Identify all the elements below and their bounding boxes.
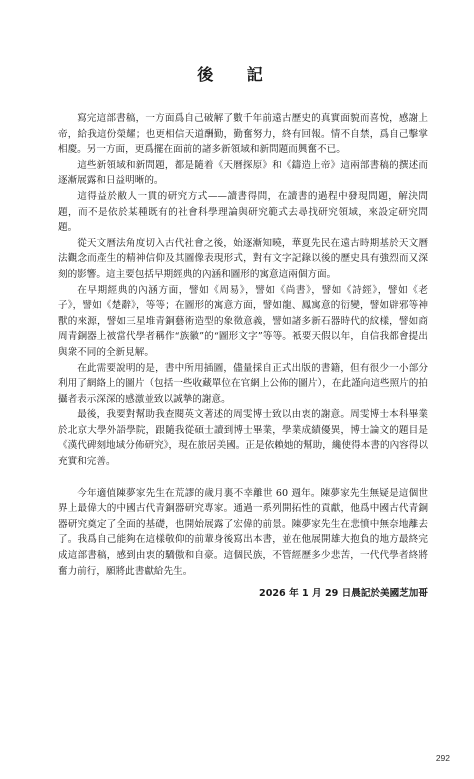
signature-date: 2026 年 1 月 29 日晨記於美國芝加哥 [259, 588, 428, 599]
paragraph: 寫完這部書稿，一方面爲自己破解了數千年前遠古歷史的真實面貌而喜悅，感謝上帝，給我這份榮耀；也更相信天道酬勤，勤奮努力，終有回報。情不自禁，爲自己擊掌相慶。另一方面，更爲擺在面前的諸多新領域和新問題而興奮不已。 [58, 113, 428, 156]
paragraph: 最後，我要對幫助我查閱英文著述的周雯博士致以由衷的謝意。周雯博士本科畢業於北京大學外語學院，跟隨我從碩士讀到博士畢業，學業成績優異，博士論文的題目是《漢代碑刻地域分佈研究》，現在旅居美國。正是依賴她的幫助，纔使得本書的內容得以充實和完善。 [58, 409, 428, 468]
paragraph: 從天文曆法角度切入古代社會之後，始逐漸知曉，華夏先民在遠古時期基於天文曆法觀念而產生的精神信仰及其圖像表現形式，對有文字記錄以後的歷史具有強烈而又深刻的影響。這主要包括早期經典的內涵和圖形的寓意這兩個方面。 [58, 237, 428, 280]
paragraph: 在早期經典的內涵方面，譬如《周易》，譬如《尚書》，譬如《詩經》，譬如《老子》，譬如《楚辭》，等等；在圖形的寓意方面，譬如龍、鳳寓意的衍變，譬如辟邪等神獸的來源，譬如三星堆青銅藝術造型的象徵意義，譬如諸多新石器時代的紋樣，譬如商周青銅器上被當代學者稱作“族徽”的“圖形文字”等等。衹要天假以年，自信我都會提出與衆不同的全新見解。 [58, 284, 428, 358]
paragraph: 這些新領域和新問題，都是隨着《天曆探原》和《鑄造上帝》這兩部書稿的撰述而逐漸展露和日益明晰的。 [58, 159, 428, 187]
paragraph: 今年適值陳夢家先生在荒謬的歲月裏不幸離世 60 週年。陳夢家先生無疑是這個世界上最偉大的中國古代青銅器研究專家。通過一系列開拓性的貢獻，他爲中國古代青銅器研究奠定了全面的基礎，也開始展露了宏偉的前景。陳夢家先生在悲憤中無奈地離去了。我爲自己能夠在這樣敬仰的前輩身後寫出本書，並在他展開雄大抱負的地方最終完成這部書稿，感到由衷的驕傲和自豪。這個民族，不管經歷多少悲苦，一代代學者終將奮力前行，願將此書獻給先生。 [58, 487, 428, 577]
document-body [58, 111, 428, 579]
paragraph: 這得益於敝人一貫的研究方式——讀書得問，在讀書的過程中發現問題，解決問題，而不是依於某種既有的社會科學理論與研究範式去尋找研究領域，來設定研究問題。 [58, 190, 428, 234]
page-title: 後 記 [197, 65, 277, 84]
page-number: 292 [435, 753, 450, 763]
paragraph: 在此需要說明的是，書中所用插圖，儘量採自正式出版的書籍，但有很少一小部分利用了網絡上的圖片（包括一些收藏單位在官網上公佈的圖片），在此謹向這些照片的拍攝者表示深深的感激並致以誠摯的謝意。 [58, 362, 428, 405]
